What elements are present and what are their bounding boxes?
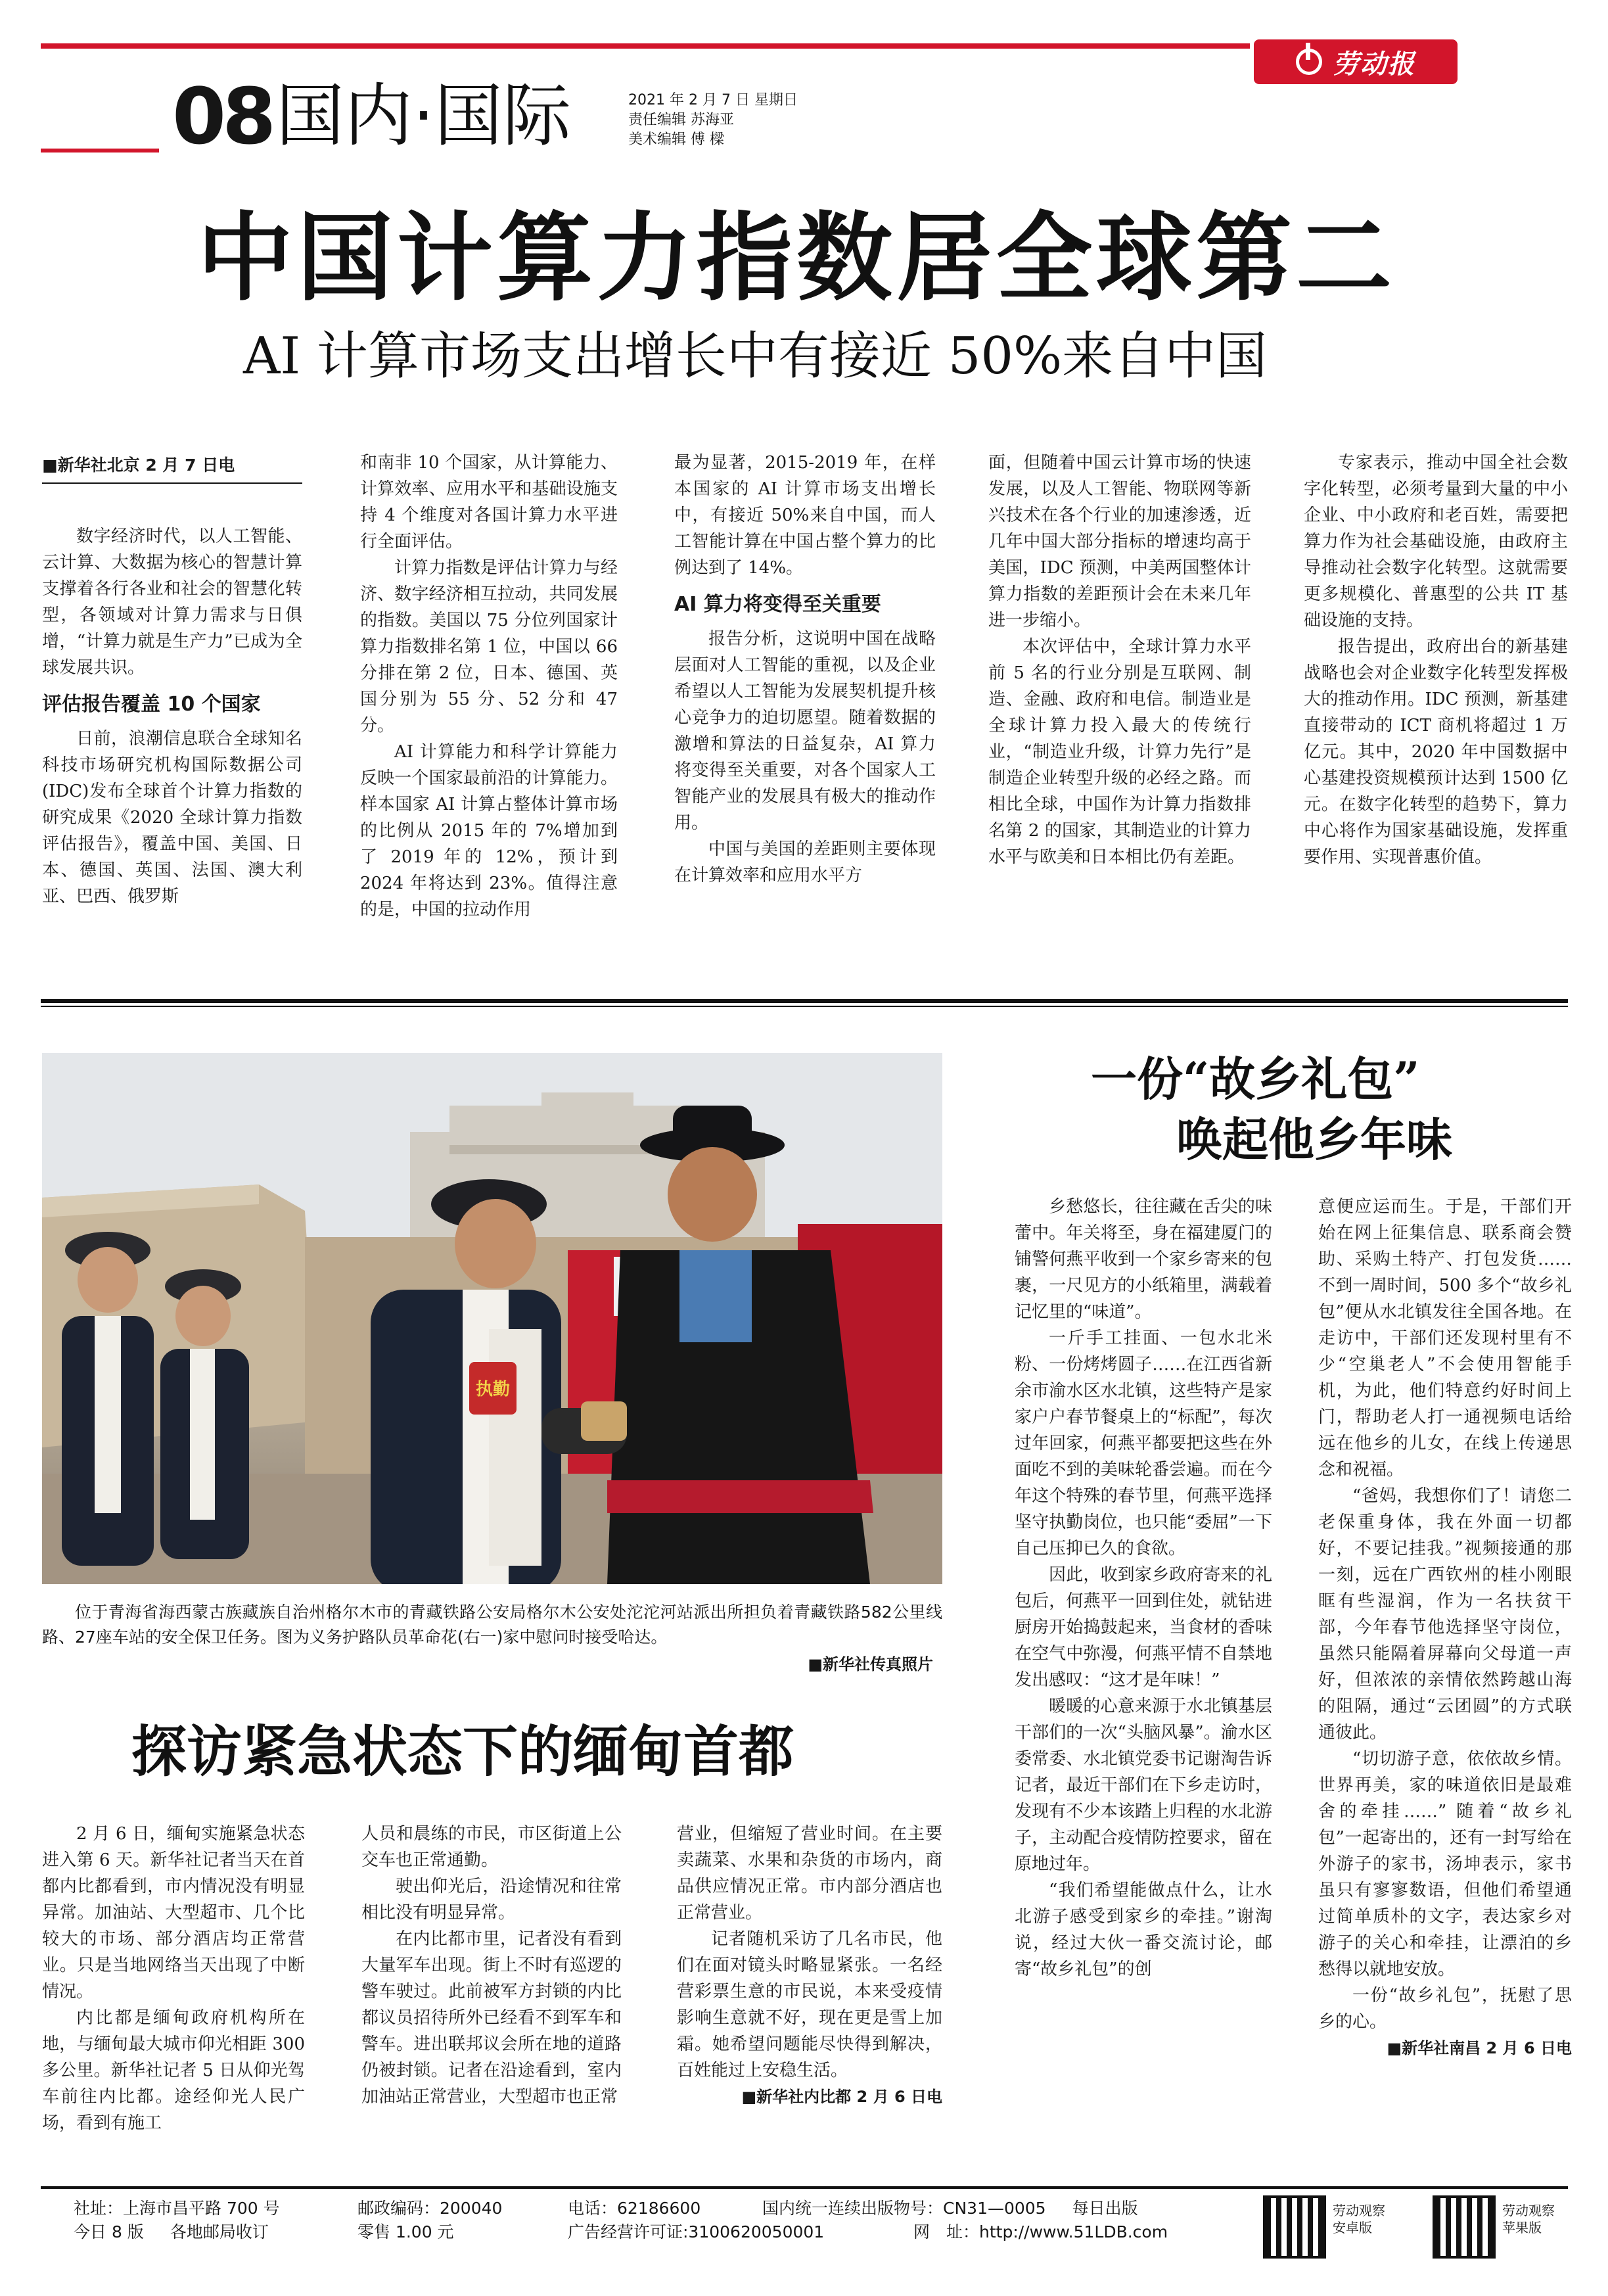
top-red-rule	[41, 43, 1250, 49]
footer-rule	[41, 2186, 1568, 2189]
myanmar-paragraph: 在内比都市里，记者没有看到大量军车出现。街上不时有巡逻的警车驶过。此前被军方封锁的内比都议员招待所外已经看不到军车和警车。进出联邦议会所在地的道路仍被封锁。记者在沿途看到，室内加油站正常营业，大型超市也正常	[361, 1929, 622, 2107]
hometown-column-1	[1015, 1194, 1272, 1982]
lead-paragraph: 报告提出，政府出台的新基建战略也会对企业数字化转型发挥极大的推动作用。IDC 预测，新基建直接带动的 ICT 商机将超过 1 万亿元。其中，2020 年中国数据中心基建投资规模预计达到 1500 亿元。在数字化转型的趋势下，算力中心将作为国家基础设施，发挥重要作用、实现普惠价值。	[1304, 637, 1568, 867]
footer-price: 零售 1.00 元	[357, 2222, 454, 2241]
lead-column-1	[42, 452, 302, 910]
qr-label-ios	[1502, 2202, 1555, 2236]
lead-dateline: ■新华社北京 2 月 7 日电	[42, 452, 302, 484]
hometown-paragraph: “爸妈，我想你们了！请您二老保重身体，我在外面一切都好，不要记挂我。”视频接通的那一刻，远在广西钦州的桂小刚眼眶有些湿润，作为一名扶贫干部，今年春节他选择坚守岗位，虽然只能隔着屏幕向父母道一声好，但浓浓的亲情依然跨越山海的阻隔，通过“云团圆”的方式联通彼此。	[1318, 1486, 1572, 1743]
myanmar-signature: ■新华社内比都 2 月 6 日电	[741, 2088, 942, 2106]
myanmar-headline: 探访紧急状态下的缅甸首都	[131, 1719, 794, 1784]
qr-label-title: 劳动观察	[1333, 2203, 1385, 2218]
lead-paragraph: 中国与美国的差距则主要体现在计算效率和应用水平方	[674, 839, 936, 885]
page-number: 08	[172, 71, 273, 162]
lead-headline: 中国计算力指数居全球第二	[197, 202, 1396, 314]
lead-column-5	[1304, 450, 1568, 870]
hometown-paragraph: “切切游子意，依依故乡情。世界再美，家的味道依旧是最难舍的牵挂……” 随着“故乡礼包”一起寄出的，还有一封写给在外游子的家书，汤坤表示，家书虽只有寥寥数语，但他们希望通过简单质朴的文字，表达家乡对游子的关心和牵挂，让漂泊的乡愁得以就地安放。	[1318, 1749, 1572, 1979]
qr-label-title: 劳动观察	[1502, 2203, 1555, 2218]
footer-ad-license: 广告经营许可证:3100620050001	[568, 2222, 825, 2241]
footer-postal-block	[357, 2197, 502, 2244]
lead-paragraph: 和南非 10 个国家，从计算能力、计算效率、应用水平和基础设施支持 4 个维度对各国计算力水平进行全面评估。	[360, 453, 618, 551]
qr-label-platform: 苹果版	[1502, 2220, 1542, 2236]
logo-text: 劳动报	[1333, 48, 1415, 80]
logo-mark-icon	[1296, 49, 1322, 75]
lead-column-4	[988, 450, 1251, 870]
issue-meta	[628, 91, 825, 150]
lead-subheading-2: AI 算力将变得至关重要	[674, 593, 881, 616]
hometown-headline-line-2: 唤起他乡年味	[1176, 1112, 1452, 1167]
lead-subhead: AI 计算市场支出增长中有接近 50%来自中国	[243, 327, 1268, 386]
hometown-signature: ■新华社南昌 2 月 6 日电	[1387, 2039, 1572, 2057]
qr-label-android	[1333, 2202, 1385, 2236]
issue-date: 2021 年 2 月 7 日 星期日	[628, 92, 798, 108]
hometown-paragraph: 乡愁悠长，往往藏在舌尖的味蕾中。年关将至，身在福建厦门的铺警何燕平收到一个家乡寄来的包裹，一尺见方的小纸箱里，满载着记忆里的“味道”。	[1015, 1197, 1272, 1322]
myanmar-paragraph: 记者随机采访了几名市民，他们在面对镜头时略显紧张。一名经营彩票生意的市民说，本来受疫情影响生意就不好，现在更是雪上加霜。她希望问题能尽快得到解决，百姓能过上安稳生活。	[677, 1929, 942, 2080]
section-title: 国内·国际	[276, 76, 572, 156]
section-divider-thin	[41, 1006, 1568, 1007]
lead-paragraph: 面，但随着中国云计算市场的快速发展，以及人工智能、物联网等新兴技术在各个行业的加速渗透，近几年中国大部分指标的增速均高于美国，IDC 预测，中美两国整体计算力指数的差距预计会在未来几年进一步缩小。	[988, 453, 1251, 630]
armband-text: 执勤	[475, 1380, 511, 1399]
qr-label-platform: 安卓版	[1333, 2220, 1372, 2236]
news-photo	[42, 1053, 942, 1584]
footer-postcode: 邮政编码：200040	[357, 2199, 503, 2218]
footer-daily: 每日出版	[1072, 2199, 1138, 2218]
lead-paragraph: 日前，浪潮信息联合全球知名科技市场研究机构国际数据公司(IDC)发布全球首个计算力指数的研究成果《2020 全球计算力指数评估报告》，覆盖中国、美国、日本、德国、英国、法国、澳大利亚、巴西、俄罗斯	[42, 729, 302, 906]
header-left-red-rule	[41, 149, 159, 152]
footer-address: 社址：上海市昌平路 700 号	[74, 2199, 280, 2218]
lead-column-3	[674, 450, 936, 889]
photo-scene	[42, 1053, 942, 1584]
lead-paragraph: 最为显著，2015-2019 年，在样本国家的 AI 计算市场支出增长中，有接近 50%来自中国，而人工智能计算在中国占整个算力的比例达到了 14%。	[674, 453, 936, 578]
qr-code-android-icon[interactable]	[1263, 2195, 1326, 2259]
footer-agencies: 各地邮局收订	[170, 2222, 269, 2241]
hometown-paragraph: 一份“故乡礼包”，抚慰了思乡的心。	[1318, 1986, 1572, 2032]
myanmar-paragraph: 营业，但缩短了营业时间。在主要卖蔬菜、水果和杂货的市场内，商品供应情况正常。市内部分酒店也正常营业。	[677, 1824, 942, 1923]
footer-cn-number: 国内统一连续出版物号：CN31—0005	[762, 2199, 1046, 2218]
lead-paragraph: 数字经济时代，以人工智能、云计算、大数据为核心的智慧计算支撑着各行各业和社会的智慧化转型，各领域对计算力需求与日俱增，“计算力就是生产力”已成为全球发展共识。	[42, 527, 302, 678]
hometown-column-2	[1318, 1194, 1572, 2061]
myanmar-paragraph: 内比都是缅甸政府机构所在地，与缅甸最大城市仰光相距 300 多公里。新华社记者 5 日从仰光驾车前往内比都。途经仰光人民广场，看到有施工	[42, 2008, 305, 2133]
footer-publication-block	[762, 2197, 1168, 2244]
hometown-paragraph: 暖暖的心意来源于水北镇基层干部们的一次“头脑风暴”。渝水区委常委、水北镇党委书记谢淘告诉记者，最近干部们在下乡走访时，发现有不少本该踏上归程的水北游子，主动配合疫情防控要求，留在原地过年。	[1015, 1697, 1272, 1874]
lead-paragraph: 本次评估中，全球计算力水平前 5 名的行业分别是互联网、制造、金融、政府和电信。制造业是全球计算力投入最大的传统行业，“制造业升级，计算力先行”是制造企业转型升级的必经之路。而相比全球，中国作为计算力指数排名第 2 的国家，其制造业的计算力水平与欧美和日本相比仍有差距。	[988, 637, 1251, 867]
lead-paragraph: 报告分析，这说明中国在战略层面对人工智能的重视，以及企业希望以人工智能为发展契机提升核心竞争力的迫切愿望。随着数据的激增和算法的日益复杂，AI 算力将变得至关重要，对各个国家人工智能产业的发展具有极大的推动作用。	[674, 629, 936, 833]
myanmar-column-3	[677, 1821, 942, 2110]
hometown-paragraph: 意便应运而生。于是，干部们开始在网上征集信息、联系商会赞助、采购土特产、打包发货……不到一周时间，500 多个“故乡礼包”便从水北镇发往全国各地。在走访中，干部们还发现村里有不少“空巢老人”不会使用智能手机，为此，他们特意约好时间上门，帮助老人打一通视频电话给远在他乡的儿女，在线上传递思念和祝福。	[1318, 1197, 1572, 1480]
art-editor: 美术编辑 傅 樑	[628, 131, 724, 148]
lead-paragraph: 专家表示，推动中国全社会数字化转型，必须考量到大量的中小企业、中小政府和老百姓，需要把算力作为社会基础设施，由政府主导推动社会数字化转型。这就需要更多规模化、普惠型的公共 IT 基础设施的支持。	[1304, 453, 1568, 630]
lead-column-2	[360, 450, 618, 923]
myanmar-paragraph: 人员和晨练的市民，市区街道上公交车也正常通勤。	[361, 1824, 622, 1870]
footer-website-label: 网 址：	[913, 2222, 980, 2241]
hometown-paragraph: 一斤手工挂面、一包水北米粉、一份烤烤圆子……在江西省新余市渝水区水北镇，这些特产是家家户户春节餐桌上的“标配”，每次过年回家，何燕平都要把这些在外面吃不到的美味轮番尝遍。而在今年这个特殊的春节里，何燕平选择坚守执勤岗位，也只能“委屈”一下自己压抑已久的食欲。	[1015, 1328, 1272, 1558]
hometown-headline-line-1: 一份“故乡礼包”	[1091, 1052, 1420, 1106]
myanmar-paragraph: 2 月 6 日，缅甸实施紧急状态进入第 6 天。新华社记者当天在首都内比都看到，市内情况没有明显异常。加油站、大型超市、几个比较大的市场、部分酒店均正常营业。只是当地网络当天出现了中断情况。	[42, 1824, 305, 2002]
section-divider	[41, 999, 1568, 1003]
hometown-paragraph: 因此，收到家乡政府寄来的礼包后，何燕平一回到住处，就钻进厨房开始捣鼓起来，当食材的香味在空气中弥漫，何燕平情不自禁地发出感叹：“这才是年味！”	[1015, 1565, 1272, 1690]
footer-phone: 电话：62186600	[568, 2199, 701, 2218]
photo-credit: ■新华社传真照片	[808, 1655, 933, 1674]
qr-code-ios-icon[interactable]	[1433, 2195, 1496, 2259]
myanmar-paragraph: 驶出仰光后，沿途情况和往常相比没有明显异常。	[361, 1877, 622, 1923]
myanmar-column-1	[42, 1821, 305, 2136]
lead-paragraph: 计算力指数是评估计算力与经济、数字经济相互拉动，共同发展的指数。美国以 75 分位列国家计算力指数排名第 1 位，中国以 66 分排在第 2 位，日本、德国、英国分别为 55 分、52 分和 47 分。	[360, 558, 618, 736]
lead-subheading-1: 评估报告覆盖 10 个国家	[42, 693, 261, 716]
lead-paragraph: AI 计算能力和科学计算能力反映一个国家最前沿的计算能力。样本国家 AI 计算占整体计算市场的比例从 2015 年的 7%增加到了 2019 年的 12%，预计到 2024 年将达到 23%。值得注意的是，中国的拉动作用	[360, 742, 618, 920]
footer-website-link[interactable]: http://www.51LDB.com	[979, 2222, 1168, 2241]
newspaper-logo	[1254, 39, 1458, 84]
hometown-paragraph: “我们希望能做点什么，让水北游子感受到家乡的牵挂。”谢淘说，经过大伙一番交流讨论，邮寄“故乡礼包”的创	[1015, 1881, 1272, 1979]
footer-pages: 今日 8 版	[74, 2222, 144, 2241]
myanmar-column-2	[361, 1821, 622, 2110]
photo-caption: 位于青海省海西蒙古族藏族自治州格尔木市的青藏铁路公安局格尔木公安处沱沱河站派出所担负着青藏铁路582公里线路、27座车站的安全保卫任务。图为义务护路队员革命花(右一)家中慰问时接受哈达。	[42, 1603, 942, 1647]
responsible-editor: 责任编辑 苏海亚	[628, 112, 734, 128]
footer-address-block	[74, 2197, 280, 2244]
